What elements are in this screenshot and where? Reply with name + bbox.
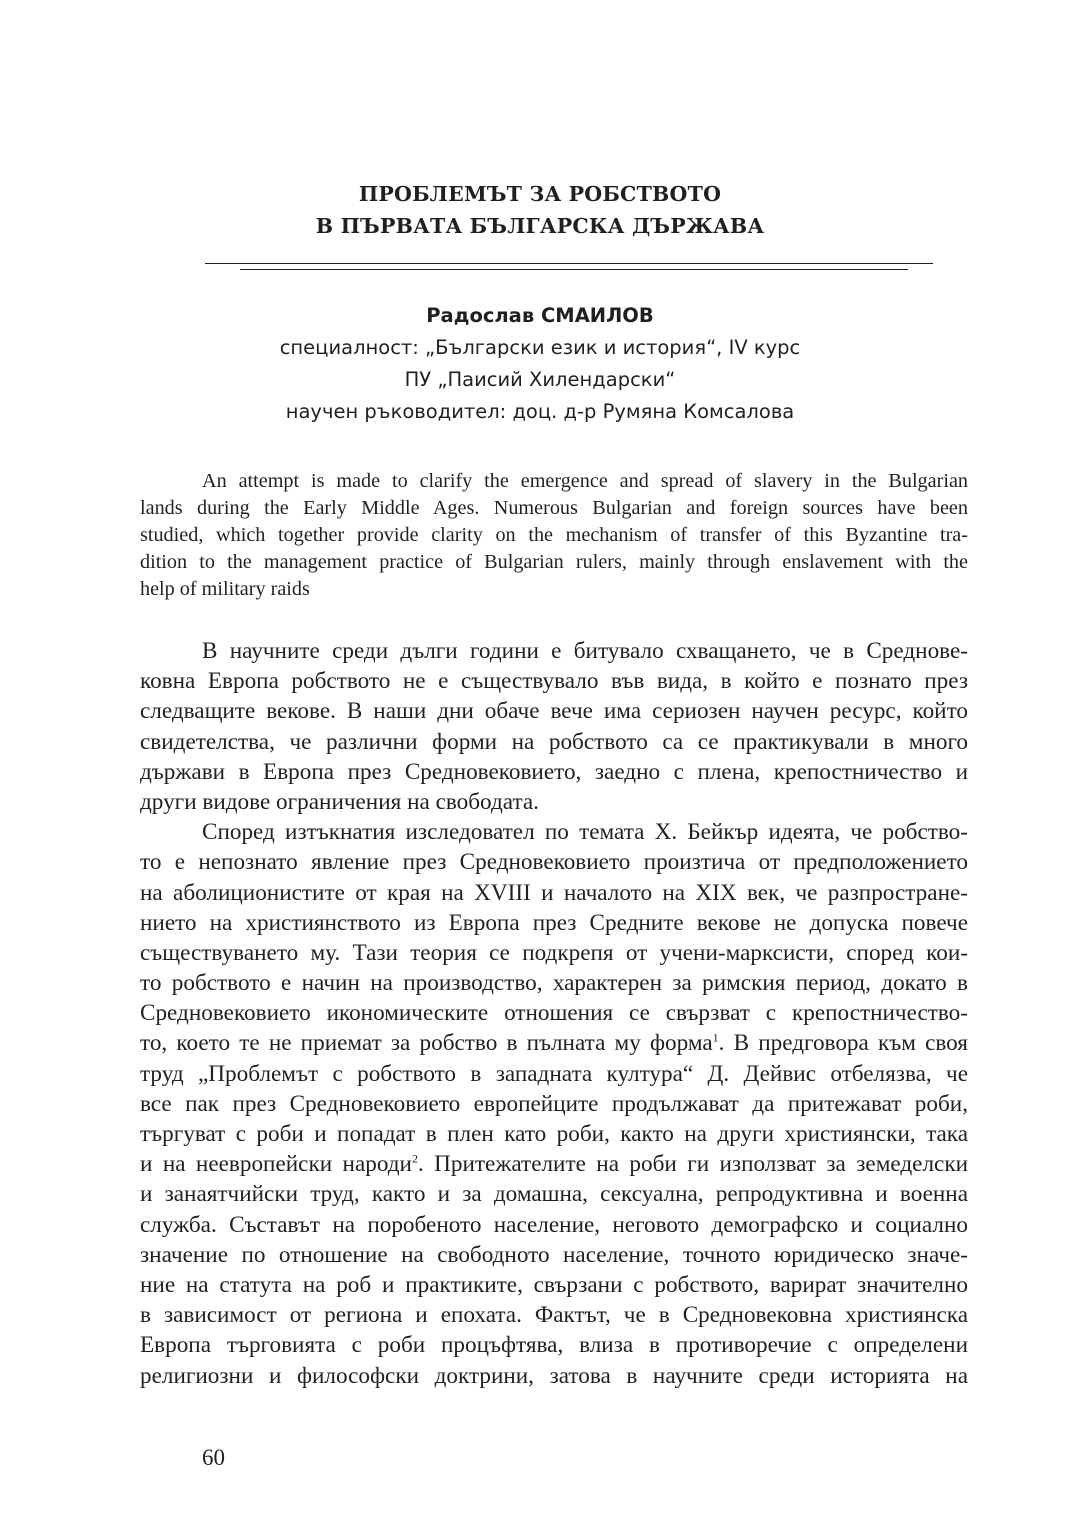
body-line: държави в Европа през Средновековието, заедно с плена, крепостничество и (140, 758, 968, 785)
body-line: служба. Съставът на поробеното население, неговото демографско и социално (140, 1211, 968, 1238)
abstract-line: An attempt is made to clarify the emergence and spread of slavery in the Bulgarian (202, 470, 968, 492)
body-line: все пак през Средновековието европейците продължават да притежават роби, (140, 1090, 968, 1117)
title-line-1: ПРОБЛЕМЪТ ЗА РОБСТВОТО (358, 182, 722, 206)
body-line: религиозни и философски доктрини, затова в научните среди историята на (140, 1362, 968, 1389)
abstract-line: studied, which together provide clarity on the mechanism of transfer of this Byzantine tra- (140, 524, 968, 546)
body-line: на аболиционистите от края на XVIII и началото на XIX век, че разпростране- (140, 879, 968, 906)
title-rule-top (205, 263, 933, 264)
page-number: 60 (202, 1445, 225, 1470)
body-line: нието на християнството из Европа през Средните векове не допуска повече (140, 909, 968, 936)
body-line: в зависимост от региона и епохата. Фактът, че в Средновековна християнска (140, 1302, 968, 1329)
abstract-line: lands during the Early Middle Ages. Numerous Bulgarian and foreign sources have been (140, 497, 968, 519)
body-line: и занаятчийски труд, както и за домашна, сексуална, репродуктивна и военна (140, 1181, 968, 1208)
author-block (0, 300, 1080, 428)
footnote-1-marker[interactable]: 1 (712, 1030, 719, 1045)
author-university: ПУ „Паисий Хилендарски“ (404, 368, 676, 391)
body-line: други видове ограничения на свободата. (140, 788, 539, 815)
body-line: Средновековието икономическите отношения се свързват с крепостничество- (140, 1000, 968, 1027)
footnote-2-marker[interactable]: 2 (411, 1151, 418, 1166)
body-line: значение по отношение на свободното население, точното юридическо значе- (140, 1241, 968, 1268)
body-line: търгуват с роби и попадат в плен като роби, както на други християнски, така (140, 1121, 968, 1147)
body-line: труд „Проблемът с робството в западната култура“ Д. Дейвис отбелязва, че (140, 1060, 968, 1087)
body-line: В научните среди дълги години е битувало схващането, че в Среднове- (202, 638, 968, 664)
title-line-2: В ПЪРВАТА БЪЛГАРСКА ДЪРЖАВА (315, 214, 765, 238)
body-line: следващите векове. В наши дни обаче вече има сериозен научен ресурс, който (140, 698, 968, 725)
body-text (140, 636, 968, 1391)
footnote-1-text-after: . В предговора към своя (718, 1030, 968, 1057)
author-supervisor: научен ръководител: доц. д-р Румяна Комсалова (285, 400, 795, 423)
footnote-1-text-before: то, което те не приемат за робство в пълната му форма (140, 1030, 713, 1057)
body-line: ние на статута на роб и практиките, свързани с робството, варират значително (140, 1271, 968, 1298)
article-title (0, 178, 1080, 242)
author-name: Радослав СМАИЛОВ (426, 304, 654, 327)
abstract-line: dition to the management practice of Bulgarian rulers, mainly through enslavement with the (140, 551, 968, 573)
body-line-footnote-2 (140, 1149, 968, 1179)
abstract (140, 468, 968, 603)
abstract-line: help of military raids (140, 578, 310, 600)
body-line: свидетелства, че различни форми на робството са се практикували в много (140, 728, 968, 755)
footnote-2-text-before: и на неевропейски народи (140, 1151, 412, 1178)
body-line: Европа търговията с роби процъфтява, влиза в противоречие с определени (140, 1332, 968, 1359)
body-line: ковна Европа робството не е съществувало във вида, в който е познато през (140, 668, 968, 695)
body-line: Според изтъкнатия изследовател по темата Х. Бейкър идеята, че робство- (202, 819, 968, 846)
title-rule-bottom (240, 269, 908, 270)
body-line: то е непознато явление през Средновековието произтича от предположението (140, 849, 968, 876)
body-line-footnote-1 (140, 1028, 968, 1058)
footnote-2-text-after: . Притежателите на роби ги използват за земеделски (417, 1151, 968, 1178)
author-specialty: специалност: „Български език и история“, IV курс (279, 336, 801, 359)
body-line: то робството е начин на производство, характерен за римския период, докато в (140, 970, 968, 997)
body-line: съществуването му. Тази теория се подкрепя от учени-марксисти, според кои- (140, 939, 968, 966)
